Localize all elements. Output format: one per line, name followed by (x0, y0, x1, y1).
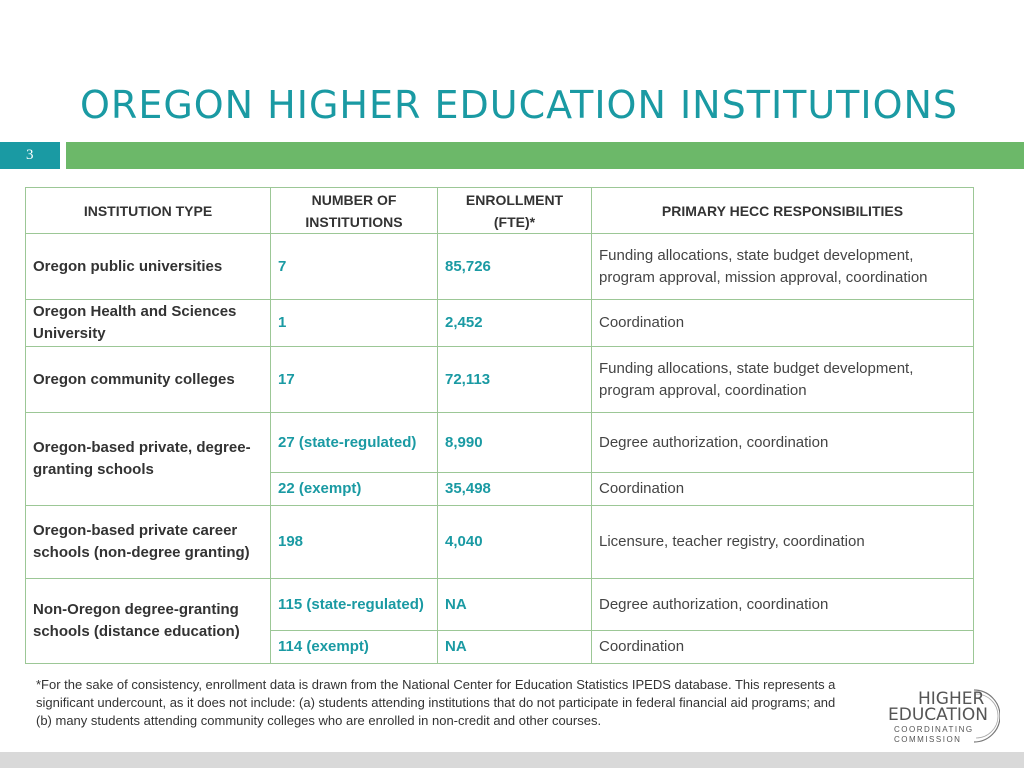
header-enrollment-line2: (FTE)* (493, 213, 536, 230)
bottom-band (0, 752, 1024, 768)
header-number-line2: INSTITUTIONS (305, 213, 403, 230)
institution-type-cell: Oregon-based private, degree-granting schools (26, 413, 271, 506)
institution-type-cell: Non-Oregon degree-granting schools (distance education) (26, 579, 271, 664)
enrollment-cell: 2,452 (438, 300, 592, 347)
number-cell: 17 (271, 347, 438, 413)
header-number-line1: NUMBER OF (311, 191, 397, 208)
responsibilities-cell: Coordination (592, 473, 974, 506)
hecc-logo (884, 688, 1000, 744)
slide-title: OREGON HIGHER EDUCATION INSTITUTIONS (80, 83, 959, 127)
institutions-table (25, 187, 974, 664)
enrollment-cell: 85,726 (438, 234, 592, 300)
header-enrollment (438, 188, 592, 234)
table-row (26, 347, 974, 413)
institution-type-cell: Oregon-based private career schools (non-degree granting) (26, 506, 271, 579)
responsibilities-cell: Degree authorization, coordination (592, 413, 974, 473)
enrollment-footnote: *For the sake of consistency, enrollment data is drawn from the National Center for Education Statistics IPEDS database. This represents a significant undercount, as it does not include: (a) students attending institutions that do not participate in federal financial aid programs; and (b) many students attending community colleges who are enrolled in non-credit and other courses. (36, 677, 836, 728)
responsibilities-cell: Coordination (592, 300, 974, 347)
enrollment-cell: 35,498 (438, 473, 592, 506)
table-row (26, 506, 974, 579)
logo-line-higher: HIGHER (918, 689, 985, 709)
enrollment-cell: 8,990 (438, 413, 592, 473)
enrollment-cell: 72,113 (438, 347, 592, 413)
responsibilities-cell: Licensure, teacher registry, coordination (592, 506, 974, 579)
header-bar (66, 142, 1024, 169)
number-cell: 198 (271, 506, 438, 579)
table-row (26, 579, 974, 631)
number-cell: 115 (state-regulated) (271, 579, 438, 631)
number-cell: 1 (271, 300, 438, 347)
responsibilities-cell: Funding allocations, state budget development, program approval, coordination (592, 347, 974, 413)
number-cell: 22 (exempt) (271, 473, 438, 506)
responsibilities-cell: Coordination (592, 631, 974, 664)
enrollment-cell: NA (438, 579, 592, 631)
responsibilities-cell: Funding allocations, state budget development, program approval, mission approval, coordination (592, 234, 974, 300)
enrollment-cell: NA (438, 631, 592, 664)
institution-type-cell: Oregon Health and Sciences University (26, 300, 271, 347)
header-number-of-institutions (271, 188, 438, 234)
institution-type-cell: Oregon public universities (26, 234, 271, 300)
logo-line-commission: COMMISSION (894, 735, 962, 744)
header-responsibilities: PRIMARY HECC RESPONSIBILITIES (592, 188, 974, 234)
responsibilities-cell: Degree authorization, coordination (592, 579, 974, 631)
number-cell: 7 (271, 234, 438, 300)
table-row (26, 413, 974, 473)
table-header-row (26, 188, 974, 234)
number-cell: 27 (state-regulated) (271, 413, 438, 473)
institution-type-cell: Oregon community colleges (26, 347, 271, 413)
table-row (26, 300, 974, 347)
logo-line-education: EDUCATION (888, 705, 988, 725)
page-number: 3 (0, 142, 60, 169)
logo-line-coordinating: COORDINATING (894, 725, 974, 734)
header-institution-type: INSTITUTION TYPE (26, 188, 271, 234)
number-cell: 114 (exempt) (271, 631, 438, 664)
enrollment-cell: 4,040 (438, 506, 592, 579)
header-enrollment-line1: ENROLLMENT (465, 191, 564, 208)
table-row (26, 234, 974, 300)
